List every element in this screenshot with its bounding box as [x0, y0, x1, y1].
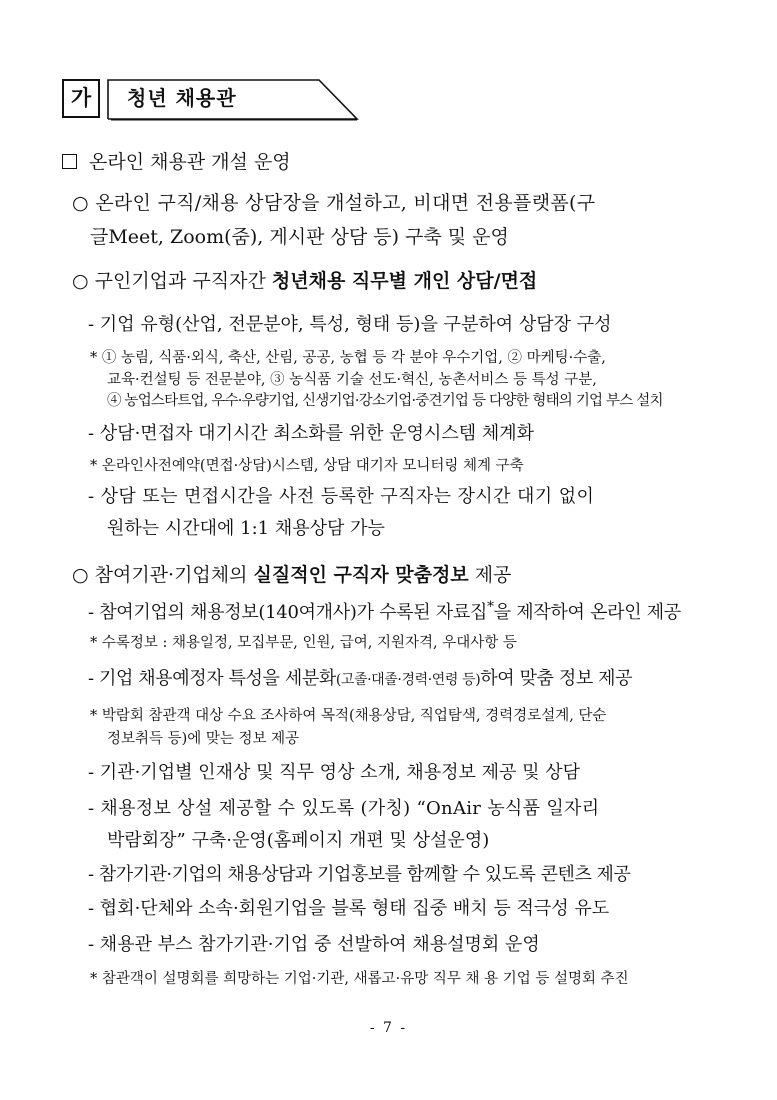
bullet-item-continuation: 글Meet, Zoom(줌), 게시판 상담 등) 구축 및 운영: [90, 226, 509, 248]
dash-item: - 채용정보 상설 제공할 수 있도록 (가칭) “OnAir 농식품 일자리: [88, 798, 600, 819]
dash-item-continuation: 원하는 시간대에 1:1 채용상담 가능: [107, 518, 385, 539]
note-item: * ① 농림, 식품·외식, 축산, 산림, 공공, 농협 등 각 분야 우수기업, ② 마케팅·수출,: [90, 350, 606, 366]
note-item-continuation: 정보취득 등)에 맞는 정보 제공: [107, 731, 300, 747]
section-number: 가: [62, 79, 100, 118]
bullet-item: ○ 참여기관·기업체의 실질적인 구직자 맞춤정보 제공: [72, 564, 512, 586]
dash-item: - 기업 유형(산업, 전문분야, 특성, 형태 등)을 구분하여 상담장 구성: [88, 314, 612, 335]
note-item-continuation: ④ 농업스타트업, 우수·우량기업, 신생기업·강소기업·중견기업 등 다양한 형태의 기업 부스 설치: [107, 393, 663, 409]
note-item: * 온라인사전예약(면접·상담)시스템, 상담 대기자 모니터링 체계 구축: [90, 458, 524, 474]
subsection-heading: 온라인 채용관 개설 운영: [62, 147, 291, 174]
bullet-item: ○ 구인기업과 구직자간 청년채용 직무별 개인 상담/면접: [72, 270, 538, 292]
note-item: * 박람회 참관객 대상 수요 조사하여 목적(채용상담, 직업탐색, 경력경로설계, 단순: [90, 708, 607, 724]
section-title-tab: [107, 79, 357, 121]
dash-item: - 협회·단체와 소속·회원기업을 블록 형태 집중 배치 등 적극성 유도: [88, 898, 610, 919]
dash-item: - 채용관 부스 참가기관·기업 중 선발하여 채용설명회 운영: [88, 934, 540, 955]
dash-item: - 참여기업의 채용정보(140여개사)가 수록된 자료집*을 제작하여 온라인 제공: [88, 599, 681, 623]
dash-item: - 참가기관·기업의 채용상담과 기업홍보를 함께할 수 있도록 콘텐츠 제공: [88, 864, 631, 885]
section-title: 청년 채용관: [127, 86, 237, 110]
dash-item: - 기업 채용예정자 특성을 세분화(고졸·대졸·경력·연령 등)하여 맞춤 정보 제공: [88, 668, 633, 689]
dash-item: - 상담 또는 면접시간을 사전 등록한 구직자는 장시간 대기 없이: [88, 486, 595, 507]
note-item: * 참관객이 설명회를 희망하는 기업·기관, 새롭고·유망 직무 채 용 기업 등 설명회 추진: [90, 971, 629, 987]
note-item-continuation: 교육·컨설팅 등 전문분야, ③ 농식품 기술 선도·혁신, 농촌서비스 등 특성 구분,: [107, 372, 597, 388]
note-item: * 수록정보 : 채용일정, 모집부문, 인원, 급여, 지원자격, 우대사항 등: [90, 635, 517, 651]
page-number: - 7 -: [369, 1020, 408, 1036]
dash-item: - 기관·기업별 인재상 및 직무 영상 소개, 채용정보 제공 및 상담: [88, 762, 581, 783]
dash-item-continuation: 박람회장” 구축·운영(홈페이지 개편 및 상설운영): [107, 830, 490, 851]
square-bullet-icon: [62, 154, 77, 169]
dash-item: - 상담·면접자 대기시간 최소화를 위한 운영시스템 체계화: [88, 423, 535, 444]
bullet-item: ○ 온라인 구직/채용 상담장을 개설하고, 비대면 전용플랫폼(구: [72, 192, 596, 214]
section-header: [62, 79, 312, 122]
